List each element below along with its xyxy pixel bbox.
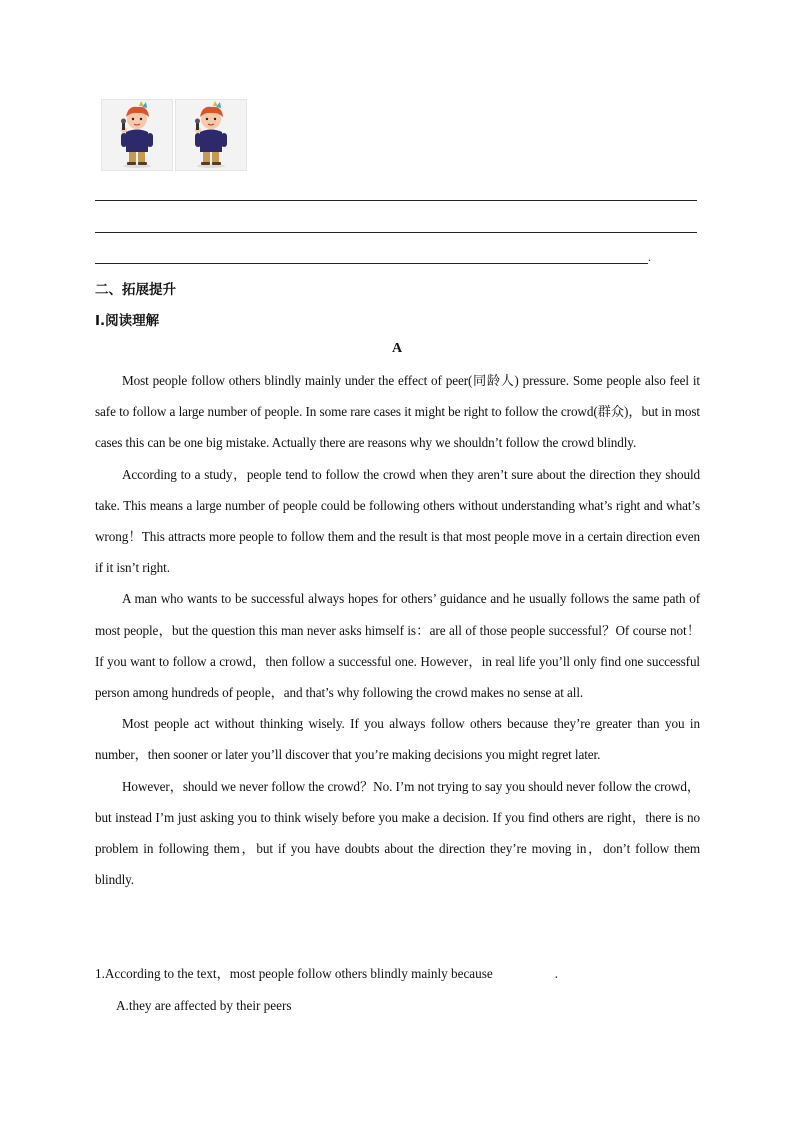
passage-paragraph: However，should we never follow the crowd？No. I’m not trying to say you should never follow the crowd，but instead I’m just asking you to think wisely before you make a decision. If you find others are right，there is no problem in following them，but if you have doubts about the direction they’re moving in，don’t follow them blindly. [95,778,700,888]
subsection-heading: I.阅读理解 [95,313,160,329]
question-1-end: . [554,966,559,981]
answer-line-period: . [648,250,651,264]
passage-paragraph: Most people act without thinking wisely. If you always follow others because they’re greater than you in number，then sooner or later you’ll discover that you’re making decisions you might regret later. [95,716,700,763]
answer-line[interactable] [95,232,697,233]
illustration-row [101,99,247,171]
answer-line[interactable] [95,200,697,201]
passage-paragraph: Most people follow others blindly mainly under the effect of peer(同龄人) pressure. Some people also feel it safe to follow a large number of people. In some rare cases it might be right to follow the crowd(群众)，but in most cases this can be one big mistake. Actually there are reasons why we shouldn’t follow the crowd blindly. [95,373,700,451]
boy-with-microphone-image [101,99,173,171]
boy-with-microphone-image [175,99,247,171]
passage-label: A [391,341,403,356]
passage-paragraph: A man who wants to be successful always hopes for others’ guidance and he usually follows the same path of most people，but the question this man never asks himself is：are all of those people successful？Of course not！If you want to follow a crowd，then follow a successful one. However，in real life you’ll only find one successful person among hundreds of people，and that’s why following the crowd makes no sense at all. [95,591,700,701]
answer-line[interactable] [95,263,648,264]
question-1 [95,958,700,989]
passage-paragraph: According to a study，people tend to follow the crowd when they aren’t sure about the direction they should take. This means a large number of people could be following others without understanding what’s right and what’s wrong！This attracts more people to follow them and the result is that most people move in a certain direction even if it isn’t right. [95,466,700,576]
reading-passage [95,365,700,895]
section-heading: 二、拓展提升 [95,282,176,298]
option-a[interactable]: A.they are affected by their peers [116,998,292,1013]
question-1-text: 1.According to the text，most people follow others blindly mainly because [95,966,493,981]
